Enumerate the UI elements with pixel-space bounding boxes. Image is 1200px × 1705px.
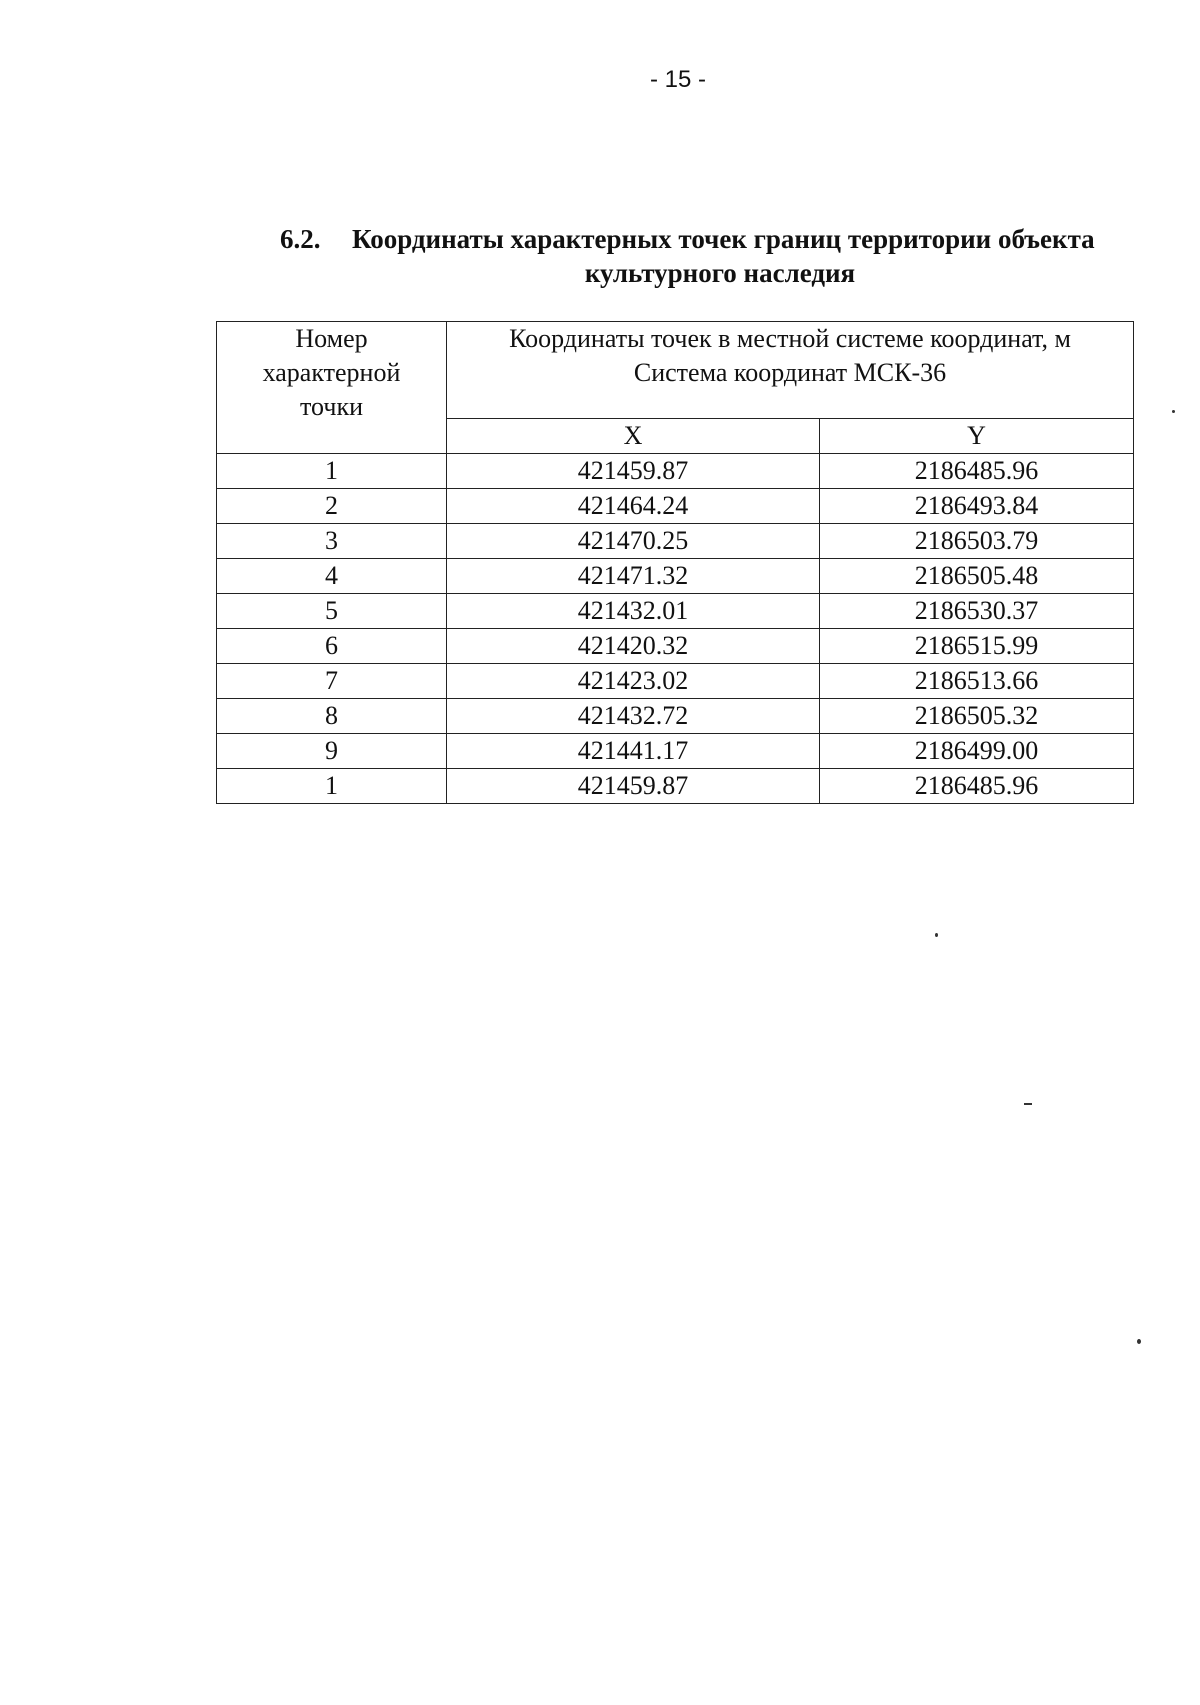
cell-y: 2186515.99 (820, 629, 1134, 664)
table-row (217, 734, 1134, 769)
cell-x: 421441.17 (447, 734, 820, 769)
header-point-number (217, 322, 447, 454)
section-title (280, 222, 1140, 290)
table-row (217, 489, 1134, 524)
cell-x: 421432.72 (447, 699, 820, 734)
cell-point: 3 (217, 524, 447, 559)
header-point-number-label: Номер характерной точки (262, 324, 401, 421)
cell-point: 7 (217, 664, 447, 699)
header-y: Y (820, 419, 1134, 454)
table-row (217, 524, 1134, 559)
header-coordinates-line1: Координаты точек в местной системе координат, м (509, 324, 1071, 353)
scan-speck (1024, 1103, 1032, 1105)
cell-x: 421464.24 (447, 489, 820, 524)
cell-point: 1 (217, 769, 447, 804)
scan-speck (1172, 410, 1175, 413)
cell-x: 421423.02 (447, 664, 820, 699)
cell-x: 421459.87 (447, 769, 820, 804)
scan-speck (935, 933, 938, 937)
cell-x: 421459.87 (447, 454, 820, 489)
cell-point: 2 (217, 489, 447, 524)
cell-y: 2186513.66 (820, 664, 1134, 699)
cell-y: 2186503.79 (820, 524, 1134, 559)
section-title-line2: культурного наследия (584, 258, 856, 288)
scan-speck (1137, 1339, 1141, 1344)
cell-point: 9 (217, 734, 447, 769)
table-row (217, 629, 1134, 664)
header-x: X (447, 419, 820, 454)
coordinates-table (216, 321, 1134, 804)
cell-point: 5 (217, 594, 447, 629)
cell-point: 6 (217, 629, 447, 664)
table-row (217, 594, 1134, 629)
cell-x: 421432.01 (447, 594, 820, 629)
cell-point: 1 (217, 454, 447, 489)
cell-y: 2186485.96 (820, 454, 1134, 489)
cell-point: 8 (217, 699, 447, 734)
header-coordinates (447, 322, 1134, 419)
section-title-line1: Координаты характерных точек границ территории объекта (352, 224, 1095, 254)
header-coordinates-line2: Система координат МСК-36 (633, 358, 947, 387)
cell-x: 421420.32 (447, 629, 820, 664)
cell-y: 2186493.84 (820, 489, 1134, 524)
table-header-row (217, 322, 1134, 419)
cell-y: 2186505.32 (820, 699, 1134, 734)
section-number: 6.2. (280, 224, 321, 254)
cell-y: 2186499.00 (820, 734, 1134, 769)
table-row (217, 664, 1134, 699)
page-number: - 15 - (649, 66, 706, 93)
cell-y: 2186485.96 (820, 769, 1134, 804)
cell-point: 4 (217, 559, 447, 594)
cell-y: 2186505.48 (820, 559, 1134, 594)
table-row (217, 699, 1134, 734)
table-row (217, 559, 1134, 594)
cell-x: 421471.32 (447, 559, 820, 594)
cell-x: 421470.25 (447, 524, 820, 559)
cell-y: 2186530.37 (820, 594, 1134, 629)
table-row (217, 454, 1134, 489)
table-row (217, 769, 1134, 804)
